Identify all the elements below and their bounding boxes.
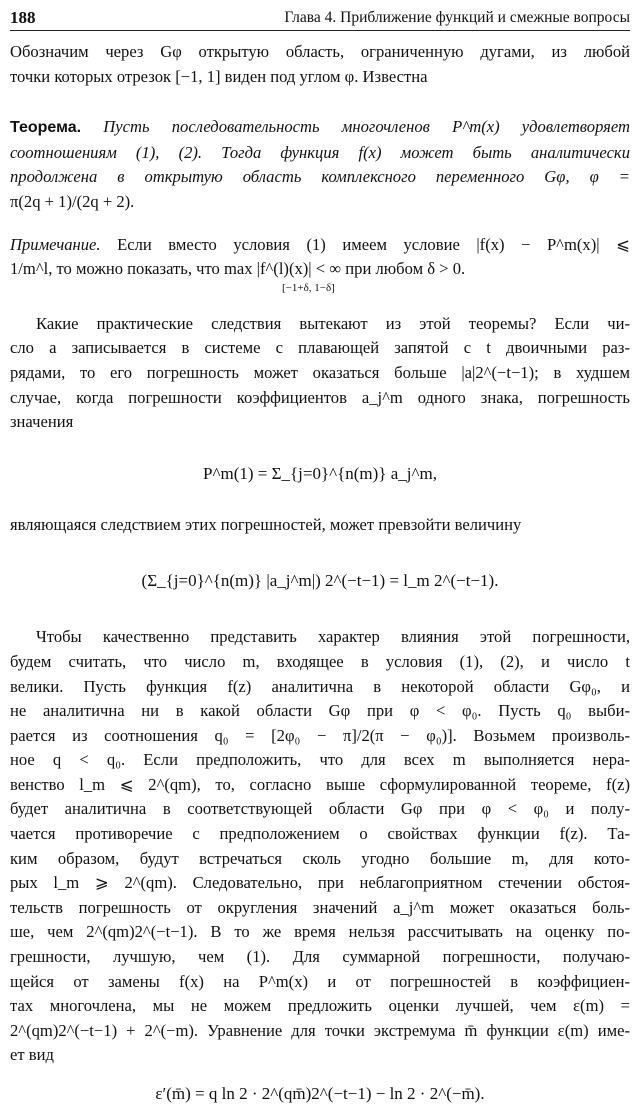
text-line: велики. Пусть функция f(z) аналитична в некоторой области Gφ₀, и [10,676,630,696]
running-title: Глава 4. Приближение функций и смежные вопросы [284,9,630,26]
text-line: будем считать, что число m, входящее в условия (1), (2), и число t [10,651,630,671]
text-line: ное q < q₀. Если предположить, что для всех m выполняется нера- [10,750,630,770]
paragraph-3 [10,625,630,1068]
paragraph-1 [10,312,630,435]
max-subscript: [−1+δ, 1−δ] [282,281,335,294]
text-line: не аналитична ни в какой области Gφ при φ < φ₀. Пусть q₀ выби- [10,701,630,721]
text-line: являющаяся следствием этих погрешностей, может превзойти величину [10,514,522,534]
intro-paragraph [10,40,630,89]
formula-sum-p: P^m(1) = Σ_{j=0}^{n(m)} a_j^m, [203,463,437,483]
text-line: ше, чем 2^(qm)2^(−t−1). В то же время нельзя рассчитывать на оценку по- [10,922,630,942]
text-line: будет аналитична в соответствующей области Gφ при φ < φ₀ и полу- [10,799,630,819]
text-line: Чтобы качественно представить характер влияния этой погрешности, [36,627,630,647]
remark [10,233,630,294]
text-line: случае, когда погрешности коэффициентов a_j^m одного знака, погрешность [10,387,630,407]
text-line: ким образом, будут встречаться сколь угодно большие m, для кото- [10,848,630,868]
text-line: тельств погрешность от округления значений a_j^m может оказаться боль- [10,897,630,917]
text-line: продолжена в открытую область комплексного переменного Gφ, φ = [10,167,630,187]
book-page [10,0,631,1103]
text-line: ет вид [10,1045,54,1065]
text-line: 2^(qm)2^(−t−1) + 2^(−m). Уравнение для точки экстремума m̄ функции ε(m) име- [10,1020,630,1040]
text-line: Обозначим через Gφ открытую область, ограниченную дугами, из любой [10,42,630,61]
text-line: Какие практические следствия вытекают из этой теоремы? Если чи- [36,313,630,333]
text-line: тах многочлена, мы не можем предложить оценки лучшей, чем ε(m) = [10,996,630,1016]
text-line: щейся от замены f(x) на P^m(x) и от погрешностей в коэффициен- [10,971,630,991]
theorem-label: Теорема. [10,119,82,137]
formula-derivative: ε′(m̄) = q ln 2 · 2^(qm̄)2^(−t−1) − ln 2 · 2^(−m̄). [155,1084,485,1103]
text-line: венство l_m ⩽ 2^(qm), то, согласно выше сформулированной теореме, f(z) [10,774,630,794]
text-line: чается противоречие с предположением о свойствах функции f(z). Та- [10,824,630,844]
text-line: π(2q + 1)/(2q + 2). [10,191,135,211]
text-line [10,115,630,141]
page-header [10,4,630,31]
text-line: соотношениям (1), (2). Тогда функция f(x) может быть аналитически [10,142,630,162]
text-line: точки которых отрезок [−1, 1] виден под углом φ. Известна [10,66,428,86]
paragraph-2 [10,513,630,538]
text-line: рается из соотношения q₀ = [2φ₀ − π]/2(π − φ₀)]. Возьмем произволь- [10,725,630,745]
text-line: рых l_m ⩾ 2^(qm). Следовательно, при неблагоприятном стечении обстоя- [10,873,630,893]
page-number: 188 [10,8,36,27]
text-line: грешности, лучшую, чем (1). Для суммарной погрешности, получаю- [10,947,630,967]
formula-bound: (Σ_{j=0}^{n(m)} |a_j^m|) 2^(−t−1) = l_m 2^(−t−1). [141,571,499,591]
body-text [10,40,630,1120]
theorem [10,115,630,214]
text-line: значения [10,412,74,432]
remark-label: Примечание. [10,234,101,254]
text-line: Примечание. Если вместо условия (1) имеем условие |f(x) − P^m(x)| ⩽ [10,234,630,254]
text-line: 1/m^l, то можно показать, что max |f^(l)(x)| < ∞ при любом δ > 0. [10,259,466,279]
text-line: рядами, то его погрешность может оказаться больше |a|2^(−t−1); в худшем [10,362,630,382]
theorem-text: Пусть последовательность многочленов P^m(x) удовлетворяет [103,117,631,137]
text-line: сло a записывается в системе с плавающей запятой с t двоичными раз- [10,338,630,358]
